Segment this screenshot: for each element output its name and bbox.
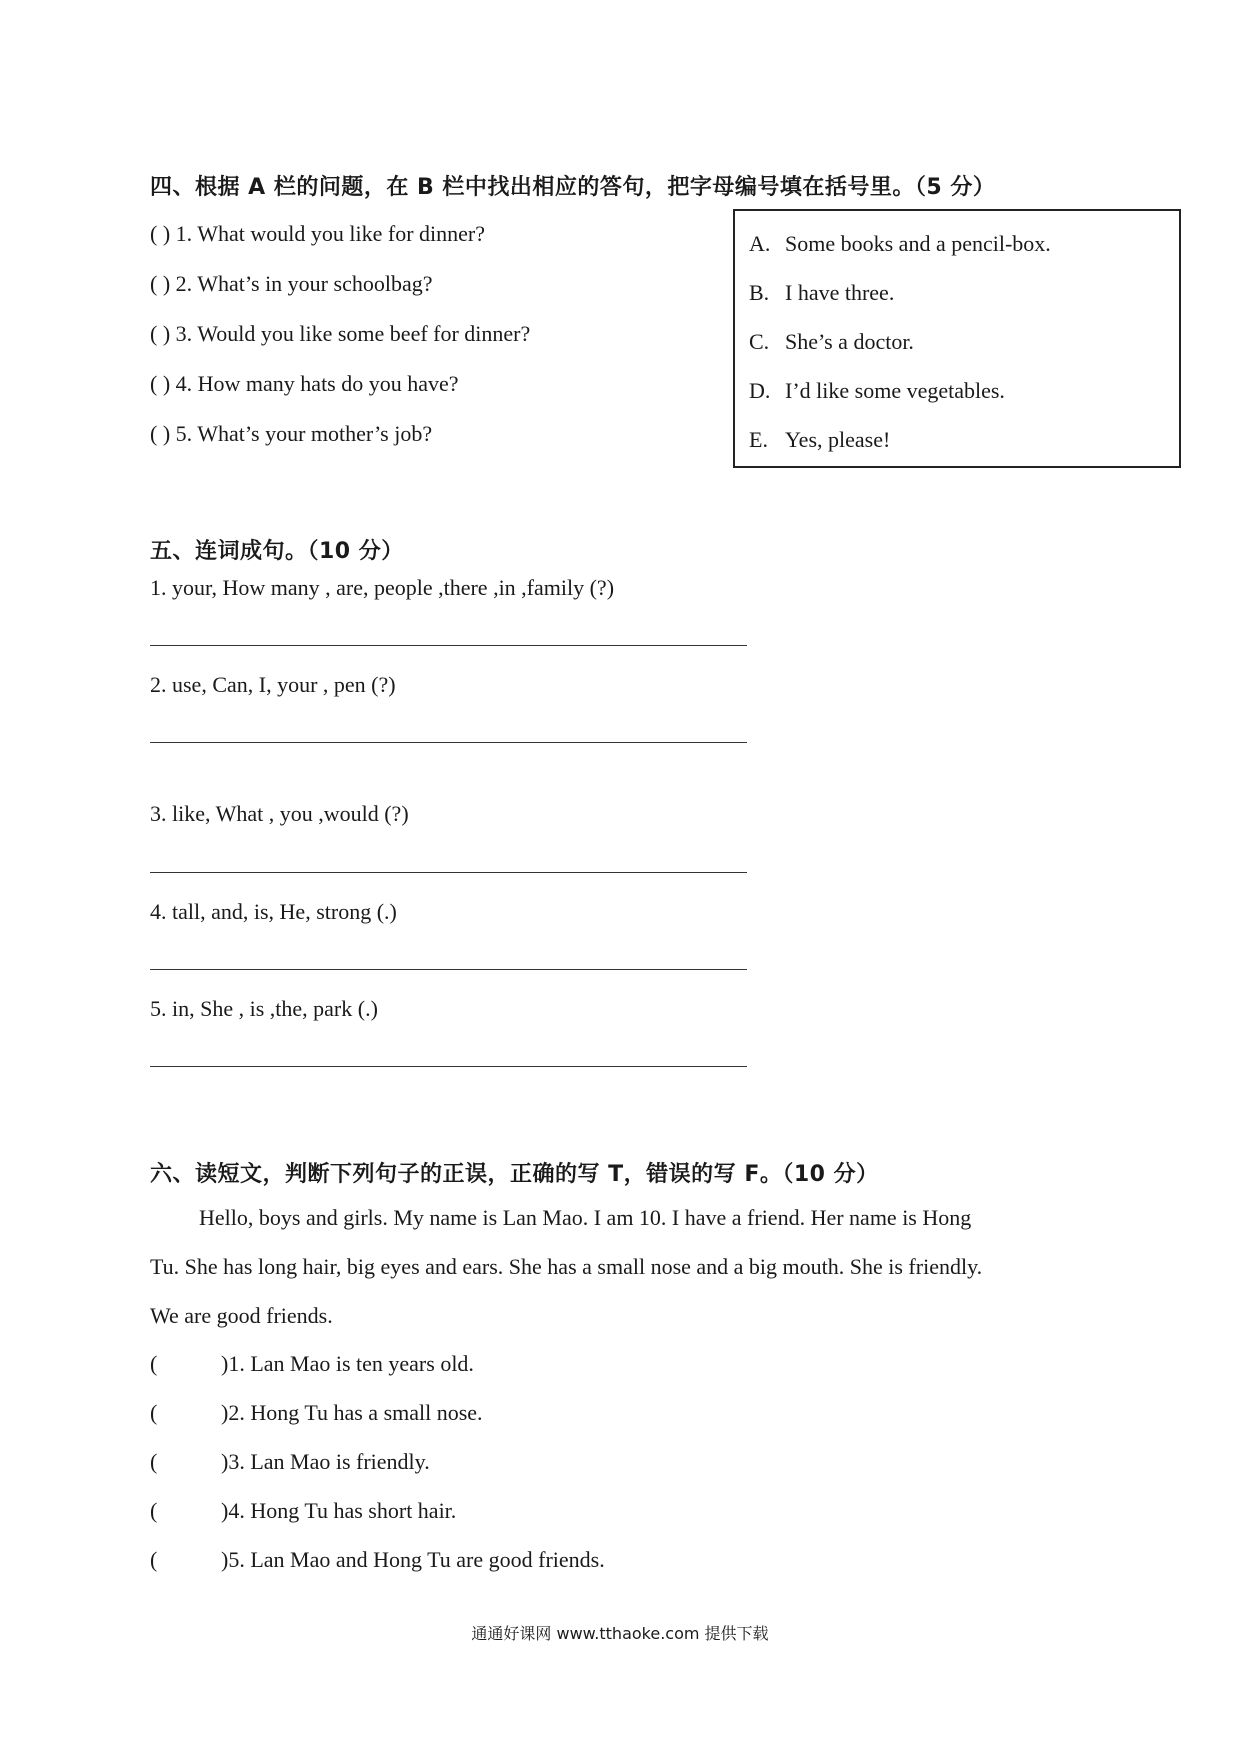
matching-question-4: ( ) 4. How many hats do you have?: [150, 371, 459, 396]
passage-line-3: We are good friends.: [150, 1303, 333, 1328]
matching-question-2: ( ) 2. What’s in your schoolbag?: [150, 271, 433, 296]
answer-option-d: [749, 378, 1005, 404]
answer-line-4: [150, 969, 747, 970]
reorder-item-2: 2. use, Can, I, your , pen (?): [150, 672, 396, 697]
answer-text: I’d like some vegetables.: [785, 378, 1005, 403]
statement-3: )3. Lan Mao is friendly.: [221, 1449, 430, 1474]
answer-letter: A.: [749, 231, 771, 256]
answer-text: I have three.: [785, 280, 895, 305]
answer-option-e: [749, 427, 890, 453]
matching-question-1: ( ) 1. What would you like for dinner?: [150, 221, 486, 246]
section-4-heading: 四、根据 A 栏的问题，在 B 栏中找出相应的答句，把字母编号填在括号里。（5 分）: [150, 175, 996, 200]
answer-letter: E.: [749, 427, 768, 452]
reorder-item-4: 4. tall, and, is, He, strong (.): [150, 899, 397, 924]
answer-letter: C.: [749, 329, 770, 354]
answer-text: Yes, please!: [785, 427, 891, 452]
answer-option-c: [749, 329, 914, 355]
answer-text: Some books and a pencil-box.: [785, 231, 1051, 256]
passage-line-2: Tu. She has long hair, big eyes and ears. She has a small nose and a big mouth. She is friendly.: [150, 1254, 983, 1279]
answer-line-3: [150, 872, 747, 873]
statement-1: )1. Lan Mao is ten years old.: [221, 1351, 474, 1376]
matching-question-3: ( ) 3. Would you like some beef for dinner?: [150, 321, 531, 346]
answer-line-1: [150, 645, 747, 646]
statement-4: )4. Hong Tu has short hair.: [221, 1498, 457, 1523]
answer-option-b: [749, 280, 894, 306]
statement-5: )5. Lan Mao and Hong Tu are good friends.: [221, 1547, 605, 1572]
answer-letter: D.: [749, 378, 771, 403]
reorder-item-5: 5. in, She , is ,the, park (.): [150, 996, 378, 1021]
statement-3-paren: (: [150, 1449, 158, 1474]
reorder-item-3: 3. like, What , you ,would (?): [150, 801, 409, 826]
matching-question-5: ( ) 5. What’s your mother’s job?: [150, 421, 433, 446]
passage-line-1: Hello, boys and girls. My name is Lan Mao. I am 10. I have a friend. Her name is Hong: [199, 1205, 972, 1230]
answer-line-2: [150, 742, 747, 743]
section-5-heading: 五、连词成句。（10 分）: [150, 539, 404, 564]
statement-5-paren: (: [150, 1547, 158, 1572]
statement-2: )2. Hong Tu has a small nose.: [221, 1400, 483, 1425]
section-6-heading: 六、读短文，判断下列句子的正误，正确的写 T，错误的写 F。（10 分）: [150, 1162, 879, 1187]
statement-4-paren: (: [150, 1498, 158, 1523]
answer-text: She’s a doctor.: [785, 329, 914, 354]
answer-line-5: [150, 1066, 747, 1067]
reorder-item-1: 1. your, How many , are, people ,there ,in ,family (?): [150, 575, 615, 600]
statement-1-paren: (: [150, 1351, 158, 1376]
answer-box: [733, 209, 1181, 468]
answer-letter: B.: [749, 280, 770, 305]
answer-option-a: [749, 231, 1051, 257]
statement-2-paren: (: [150, 1400, 158, 1425]
footer-credit: 通通好课网 www.tthaoke.com 提供下载: [471, 1624, 769, 1643]
